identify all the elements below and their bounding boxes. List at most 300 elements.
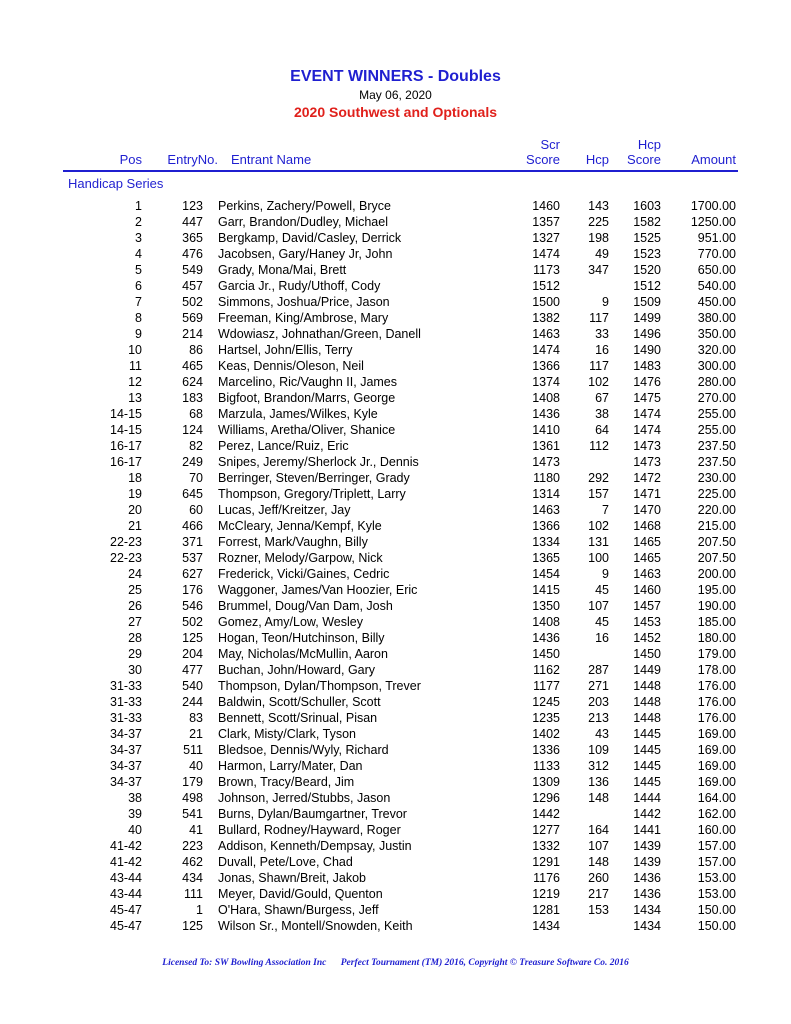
row-pos: 16-17	[110, 455, 142, 469]
row-pos: 31-33	[110, 695, 142, 709]
row-entrant-name: Williams, Aretha/Oliver, Shanice	[218, 423, 396, 437]
row-scratch-score: 1281	[532, 903, 560, 917]
table-row	[0, 374, 791, 390]
row-scratch-score: 1361	[532, 439, 560, 453]
table-row	[0, 790, 791, 806]
row-amount: 225.00	[697, 487, 736, 501]
row-handicap-score: 1523	[633, 247, 661, 261]
row-entry-no: 223	[182, 839, 203, 853]
row-handicap: 153	[588, 903, 609, 917]
row-pos: 5	[135, 263, 142, 277]
row-entrant-name: McCleary, Jenna/Kempf, Kyle	[218, 519, 382, 533]
document-title: EVENT WINNERS - Doubles	[290, 68, 501, 85]
row-entry-no: 434	[182, 871, 203, 885]
footer-copyright: Perfect Tournament (TM) 2016, Copyright © Treasure Software Co. 2016	[340, 958, 629, 968]
row-amount: 220.00	[697, 503, 736, 517]
table-row	[0, 742, 791, 758]
table-row	[0, 694, 791, 710]
col-header-hcpscore-top: Hcp	[637, 137, 661, 152]
table-row	[0, 886, 791, 902]
table-row	[0, 246, 791, 262]
table-row	[0, 502, 791, 518]
row-handicap-score: 1476	[633, 375, 661, 389]
row-amount: 169.00	[697, 775, 736, 789]
row-pos: 11	[129, 359, 142, 373]
row-handicap-score: 1441	[633, 823, 661, 837]
row-pos: 34-37	[110, 743, 142, 757]
row-amount: 320.00	[697, 343, 736, 357]
col-header-scr-top: Scr	[540, 137, 560, 152]
row-entry-no: 21	[189, 727, 203, 741]
table-row	[0, 918, 791, 934]
table-row	[0, 438, 791, 454]
row-entry-no: 511	[183, 743, 203, 757]
row-amount: 255.00	[697, 423, 736, 437]
row-entry-no: 41	[189, 823, 203, 837]
row-entrant-name: Meyer, David/Gould, Quenton	[218, 887, 383, 901]
row-handicap-score: 1448	[633, 711, 661, 725]
row-amount: 150.00	[697, 903, 736, 917]
header-rule	[63, 170, 738, 172]
row-handicap: 112	[589, 439, 609, 453]
row-entrant-name: Brummel, Doug/Van Dam, Josh	[218, 599, 393, 613]
row-pos: 22-23	[110, 551, 142, 565]
row-handicap-score: 1499	[633, 311, 661, 325]
row-entry-no: 569	[182, 311, 203, 325]
row-handicap-score: 1473	[633, 455, 661, 469]
row-pos: 24	[128, 567, 142, 581]
row-entrant-name: Keas, Dennis/Oleson, Neil	[218, 359, 364, 373]
row-scratch-score: 1454	[532, 567, 560, 581]
table-row	[0, 758, 791, 774]
row-entry-no: 546	[182, 599, 203, 613]
row-scratch-score: 1408	[532, 391, 560, 405]
row-entrant-name: Waggoner, James/Van Hoozier, Eric	[218, 583, 418, 597]
table-row	[0, 822, 791, 838]
row-entrant-name: Marzula, James/Wilkes, Kyle	[218, 407, 378, 421]
row-amount: 230.00	[697, 471, 736, 485]
row-amount: 160.00	[697, 823, 736, 837]
table-row	[0, 486, 791, 502]
row-pos: 31-33	[110, 711, 142, 725]
row-pos: 9	[135, 327, 142, 341]
row-handicap-score: 1442	[633, 807, 661, 821]
row-handicap-score: 1465	[633, 551, 661, 565]
row-pos: 4	[135, 247, 142, 261]
row-scratch-score: 1434	[532, 919, 560, 933]
row-entrant-name: Bullard, Rodney/Hayward, Roger	[218, 823, 401, 837]
row-entrant-name: Snipes, Jeremy/Sherlock Jr., Dennis	[218, 455, 419, 469]
row-handicap-score: 1450	[633, 647, 661, 661]
row-handicap: 107	[588, 839, 609, 853]
row-entry-no: 540	[182, 679, 203, 693]
row-pos: 1	[135, 199, 142, 213]
row-amount: 207.50	[697, 535, 736, 549]
row-entrant-name: Wilson Sr., Montell/Snowden, Keith	[218, 919, 413, 933]
table-row	[0, 630, 791, 646]
row-scratch-score: 1473	[532, 455, 560, 469]
col-header-scr-bottom: Score	[526, 152, 560, 167]
col-header-amount: Amount	[691, 152, 736, 167]
row-entry-no: 462	[182, 855, 203, 869]
row-entrant-name: Baldwin, Scott/Schuller, Scott	[218, 695, 381, 709]
table-row	[0, 726, 791, 742]
row-entry-no: 111	[183, 887, 203, 901]
table-row	[0, 678, 791, 694]
row-handicap: 16	[595, 631, 609, 645]
row-handicap: 287	[588, 663, 609, 677]
table-row	[0, 310, 791, 326]
row-handicap: 198	[588, 231, 609, 245]
row-scratch-score: 1366	[532, 519, 560, 533]
row-entrant-name: Duvall, Pete/Love, Chad	[218, 855, 353, 869]
row-handicap-score: 1474	[633, 423, 661, 437]
table-row	[0, 646, 791, 662]
row-scratch-score: 1245	[532, 695, 560, 709]
row-scratch-score: 1219	[532, 887, 560, 901]
table-row	[0, 326, 791, 342]
row-amount: 1250.00	[690, 215, 736, 229]
row-entry-no: 502	[182, 615, 203, 629]
row-pos: 14-15	[110, 423, 142, 437]
row-handicap: 117	[589, 311, 609, 325]
row-amount: 280.00	[697, 375, 736, 389]
col-header-entry: EntryNo.	[167, 152, 218, 167]
row-handicap: 16	[595, 343, 609, 357]
row-handicap-score: 1463	[633, 567, 661, 581]
row-pos: 43-44	[110, 871, 142, 885]
row-pos: 20	[128, 503, 142, 517]
row-entrant-name: May, Nicholas/McMullin, Aaron	[218, 647, 388, 661]
row-scratch-score: 1463	[532, 327, 560, 341]
document-subtitle: 2020 Southwest and Optionals	[293, 104, 498, 120]
row-pos: 34-37	[110, 775, 142, 789]
row-entrant-name: Brown, Tracy/Beard, Jim	[218, 775, 355, 789]
row-handicap: 136	[588, 775, 609, 789]
row-entry-no: 541	[182, 807, 203, 821]
row-amount: 153.00	[697, 887, 736, 901]
col-header-hcpscore-bottom: Score	[627, 152, 661, 167]
row-entrant-name: Bigfoot, Brandon/Marrs, George	[218, 391, 396, 405]
row-scratch-score: 1235	[532, 711, 560, 725]
row-entrant-name: Gomez, Amy/Low, Wesley	[218, 615, 363, 629]
table-row	[0, 342, 791, 358]
table-row	[0, 262, 791, 278]
row-entry-no: 176	[182, 583, 203, 597]
table-row	[0, 550, 791, 566]
row-handicap-score: 1460	[633, 583, 661, 597]
row-handicap: 312	[588, 759, 609, 773]
row-scratch-score: 1296	[532, 791, 560, 805]
table-row	[0, 598, 791, 614]
row-handicap: 100	[588, 551, 609, 565]
row-pos: 29	[128, 647, 142, 661]
row-pos: 26	[128, 599, 142, 613]
table-row	[0, 518, 791, 534]
row-scratch-score: 1309	[532, 775, 560, 789]
table-row	[0, 662, 791, 678]
row-handicap-score: 1449	[633, 663, 661, 677]
table-row	[0, 774, 791, 790]
row-amount: 162.00	[697, 807, 736, 821]
table-row	[0, 854, 791, 870]
row-scratch-score: 1327	[532, 231, 560, 245]
row-entry-no: 502	[182, 295, 203, 309]
row-amount: 164.00	[697, 791, 736, 805]
row-pos: 13	[128, 391, 142, 405]
row-amount: 237.50	[697, 455, 736, 469]
row-entry-no: 40	[189, 759, 203, 773]
row-handicap-score: 1582	[633, 215, 661, 229]
row-scratch-score: 1463	[532, 503, 560, 517]
row-entry-no: 60	[189, 503, 203, 517]
row-pos: 38	[128, 791, 142, 805]
row-handicap-score: 1439	[633, 839, 661, 853]
row-entry-no: 645	[182, 487, 203, 501]
row-scratch-score: 1382	[532, 311, 560, 325]
row-handicap-score: 1445	[633, 743, 661, 757]
row-handicap-score: 1468	[633, 519, 661, 533]
row-scratch-score: 1332	[532, 839, 560, 853]
row-pos: 19	[128, 487, 142, 501]
row-entrant-name: Garr, Brandon/Dudley, Michael	[218, 215, 388, 229]
row-entry-no: 1	[196, 903, 203, 917]
row-handicap-score: 1452	[633, 631, 661, 645]
row-amount: 169.00	[697, 727, 736, 741]
footer	[0, 958, 791, 968]
row-entry-no: 214	[182, 327, 203, 341]
row-entrant-name: Frederick, Vicki/Gaines, Cedric	[218, 567, 390, 581]
row-handicap: 217	[588, 887, 609, 901]
table-row	[0, 198, 791, 214]
row-amount: 200.00	[697, 567, 736, 581]
col-header-name: Entrant Name	[231, 152, 312, 167]
row-entry-no: 244	[182, 695, 203, 709]
row-handicap: 271	[588, 679, 609, 693]
row-entrant-name: Rozner, Melody/Garpow, Nick	[218, 551, 383, 565]
row-pos: 16-17	[110, 439, 142, 453]
row-entrant-name: Addison, Kenneth/Dempsay, Justin	[218, 839, 412, 853]
row-entry-no: 624	[182, 375, 203, 389]
row-amount: 207.50	[697, 551, 736, 565]
table-row	[0, 454, 791, 470]
row-scratch-score: 1176	[533, 871, 560, 885]
row-handicap-score: 1472	[633, 471, 661, 485]
row-handicap: 49	[595, 247, 609, 261]
row-handicap-score: 1445	[633, 759, 661, 773]
row-handicap-score: 1473	[633, 439, 661, 453]
row-handicap: 38	[595, 407, 609, 421]
row-handicap: 45	[595, 583, 609, 597]
row-scratch-score: 1133	[533, 759, 560, 773]
row-amount: 195.00	[697, 583, 736, 597]
row-handicap: 7	[602, 503, 609, 517]
row-handicap: 109	[588, 743, 609, 757]
table-row	[0, 838, 791, 854]
row-handicap: 347	[588, 263, 609, 277]
row-entrant-name: Bennett, Scott/Srinual, Pisan	[218, 711, 378, 725]
table-row	[0, 422, 791, 438]
row-handicap-score: 1445	[633, 727, 661, 741]
row-handicap-score: 1444	[633, 791, 661, 805]
row-entrant-name: Perkins, Zachery/Powell, Bryce	[218, 199, 391, 213]
row-entry-no: 82	[189, 439, 203, 453]
row-handicap-score: 1520	[633, 263, 661, 277]
row-amount: 350.00	[697, 327, 736, 341]
row-pos: 10	[128, 343, 142, 357]
row-pos: 12	[128, 375, 142, 389]
row-scratch-score: 1500	[532, 295, 560, 309]
row-handicap: 9	[602, 567, 609, 581]
table-row	[0, 406, 791, 422]
row-scratch-score: 1415	[532, 583, 560, 597]
row-amount: 169.00	[697, 743, 736, 757]
row-entrant-name: Simmons, Joshua/Price, Jason	[218, 295, 390, 309]
row-handicap-score: 1434	[633, 903, 661, 917]
row-entrant-name: Clark, Misty/Clark, Tyson	[218, 727, 356, 741]
row-handicap-score: 1457	[633, 599, 661, 613]
row-entry-no: 457	[182, 279, 203, 293]
row-pos: 40	[128, 823, 142, 837]
table-row	[0, 710, 791, 726]
row-entry-no: 125	[182, 631, 203, 645]
row-pos: 30	[128, 663, 142, 677]
row-handicap-score: 1509	[633, 295, 661, 309]
row-handicap-score: 1483	[633, 359, 661, 373]
row-entrant-name: Forrest, Mark/Vaughn, Billy	[218, 535, 368, 549]
row-entrant-name: Perez, Lance/Ruiz, Eric	[218, 439, 349, 453]
row-handicap: 102	[588, 375, 609, 389]
row-handicap-score: 1525	[633, 231, 661, 245]
table-row	[0, 806, 791, 822]
row-handicap-score: 1465	[633, 535, 661, 549]
row-scratch-score: 1365	[532, 551, 560, 565]
row-amount: 169.00	[697, 759, 736, 773]
row-scratch-score: 1410	[532, 423, 560, 437]
row-entry-no: 371	[182, 535, 203, 549]
row-handicap: 148	[588, 791, 609, 805]
row-entrant-name: Hogan, Teon/Hutchinson, Billy	[218, 631, 385, 645]
row-amount: 650.00	[697, 263, 736, 277]
row-scratch-score: 1402	[532, 727, 560, 741]
table-row	[0, 278, 791, 294]
row-entrant-name: Bergkamp, David/Casley, Derrick	[218, 231, 402, 245]
row-entry-no: 249	[182, 455, 203, 469]
row-handicap: 260	[588, 871, 609, 885]
row-entrant-name: Lucas, Jeff/Kreitzer, Jay	[218, 503, 351, 517]
row-entry-no: 498	[182, 791, 203, 805]
row-amount: 176.00	[697, 679, 736, 693]
row-amount: 540.00	[697, 279, 736, 293]
row-entry-no: 183	[182, 391, 203, 405]
row-amount: 153.00	[697, 871, 736, 885]
row-scratch-score: 1314	[532, 487, 560, 501]
row-pos: 14-15	[110, 407, 142, 421]
row-handicap-score: 1445	[633, 775, 661, 789]
row-pos: 41-42	[110, 855, 142, 869]
row-handicap-score: 1436	[633, 871, 661, 885]
table-row	[0, 566, 791, 582]
row-handicap-score: 1490	[633, 343, 661, 357]
row-pos: 39	[128, 807, 142, 821]
row-scratch-score: 1450	[532, 647, 560, 661]
footer-license: Licensed To: SW Bowling Association Inc	[162, 958, 327, 968]
row-handicap: 157	[588, 487, 609, 501]
row-entrant-name: Grady, Mona/Mai, Brett	[218, 263, 347, 277]
row-entry-no: 124	[182, 423, 203, 437]
row-handicap: 67	[595, 391, 609, 405]
row-handicap-score: 1453	[633, 615, 661, 629]
row-entry-no: 125	[182, 919, 203, 933]
row-entry-no: 537	[182, 551, 203, 565]
row-amount: 176.00	[697, 695, 736, 709]
row-scratch-score: 1474	[532, 247, 560, 261]
row-handicap-score: 1448	[633, 695, 661, 709]
row-entrant-name: Thompson, Dylan/Thompson, Trever	[218, 679, 421, 693]
row-scratch-score: 1162	[533, 663, 560, 677]
row-entrant-name: Marcelino, Ric/Vaughn II, James	[218, 375, 398, 389]
row-scratch-score: 1180	[533, 471, 560, 485]
table-row	[0, 470, 791, 486]
row-amount: 300.00	[697, 359, 736, 373]
row-amount: 176.00	[697, 711, 736, 725]
table-row	[0, 534, 791, 550]
row-amount: 380.00	[697, 311, 736, 325]
row-handicap-score: 1474	[633, 407, 661, 421]
row-entry-no: 365	[182, 231, 203, 245]
row-amount: 1700.00	[690, 199, 736, 213]
row-scratch-score: 1436	[532, 631, 560, 645]
row-entry-no: 549	[182, 263, 203, 277]
row-handicap-score: 1436	[633, 887, 661, 901]
row-pos: 8	[135, 311, 142, 325]
row-handicap-score: 1475	[633, 391, 661, 405]
row-handicap-score: 1448	[633, 679, 661, 693]
table-row	[0, 230, 791, 246]
row-amount: 270.00	[697, 391, 736, 405]
row-entrant-name: Harmon, Larry/Mater, Dan	[218, 759, 363, 773]
row-handicap: 9	[602, 295, 609, 309]
table-row	[0, 870, 791, 886]
row-entry-no: 627	[182, 567, 203, 581]
row-amount: 185.00	[697, 615, 736, 629]
row-amount: 180.00	[697, 631, 736, 645]
table-row	[0, 214, 791, 230]
row-handicap: 292	[588, 471, 609, 485]
row-handicap: 33	[595, 327, 609, 341]
row-entrant-name: Jonas, Shawn/Breit, Jakob	[218, 871, 366, 885]
row-handicap-score: 1496	[633, 327, 661, 341]
row-entry-no: 477	[182, 663, 203, 677]
row-handicap: 45	[595, 615, 609, 629]
row-scratch-score: 1173	[533, 263, 560, 277]
row-amount: 157.00	[697, 839, 736, 853]
row-handicap-score: 1603	[633, 199, 661, 213]
row-scratch-score: 1474	[532, 343, 560, 357]
row-scratch-score: 1408	[532, 615, 560, 629]
row-amount: 237.50	[697, 439, 736, 453]
row-handicap-score: 1434	[633, 919, 661, 933]
row-amount: 770.00	[697, 247, 736, 261]
row-entrant-name: Johnson, Jerred/Stubbs, Jason	[218, 791, 391, 805]
results-table	[0, 198, 791, 934]
row-handicap-score: 1512	[633, 279, 661, 293]
row-entrant-name: Jacobsen, Gary/Haney Jr, John	[218, 247, 393, 261]
row-scratch-score: 1436	[532, 407, 560, 421]
row-amount: 157.00	[697, 855, 736, 869]
row-scratch-score: 1512	[532, 279, 560, 293]
row-handicap: 143	[588, 199, 609, 213]
